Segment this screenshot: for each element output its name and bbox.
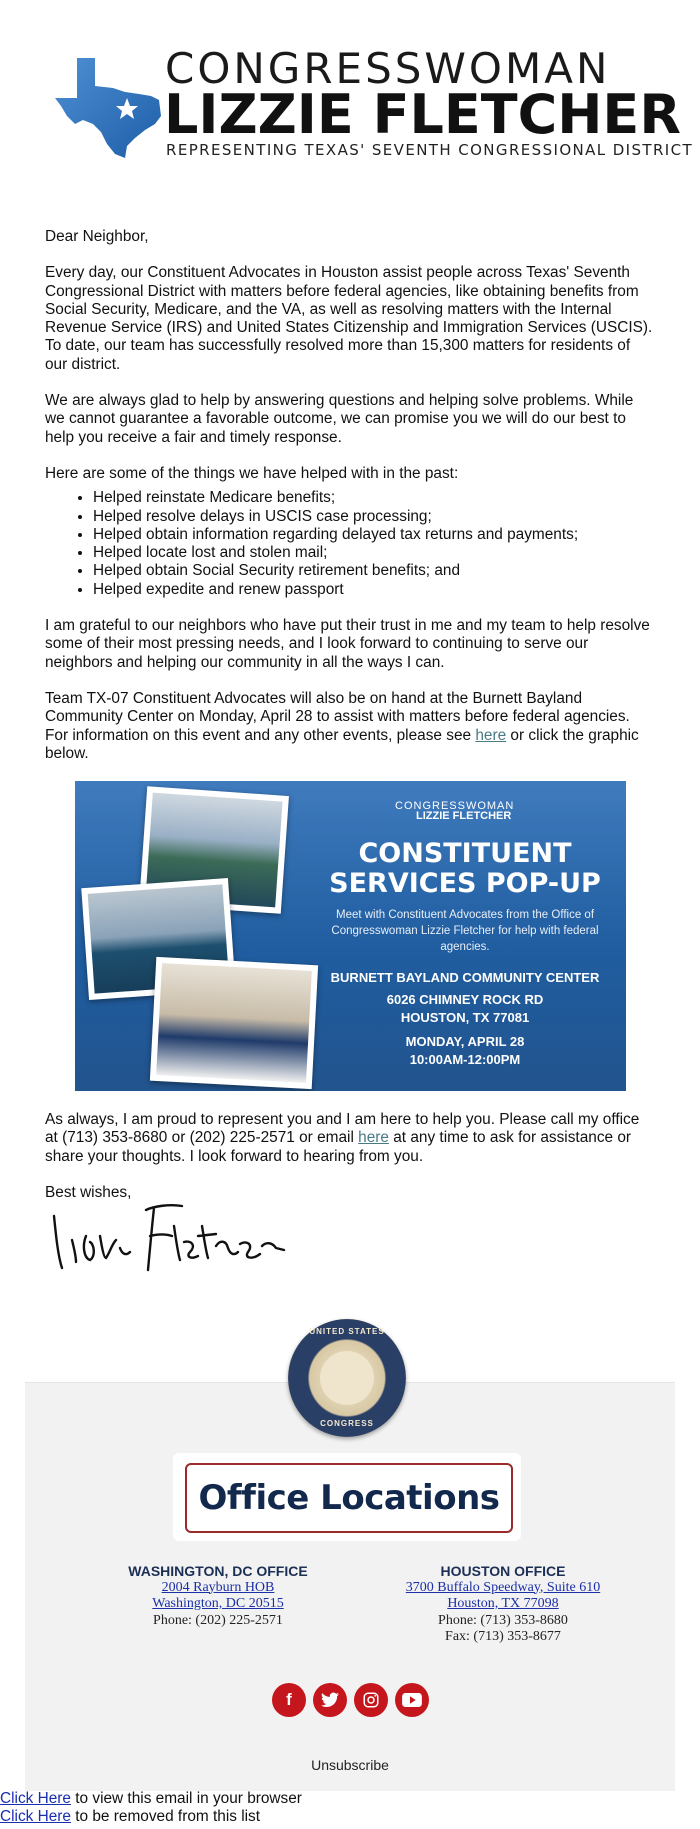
popup-small-title: CONGRESSWOMAN [395,800,515,813]
events-here-link[interactable]: here [475,726,507,744]
dc-phone: Phone: (202) 225-2571 [153,1612,283,1628]
dc-office-name: WASHINGTON, DC OFFICE [128,1563,308,1579]
dc-address-line2[interactable]: Washington, DC 20515 [152,1596,284,1611]
congress-seal-icon [288,1319,406,1437]
logo-subtitle: REPRESENTING TEXAS' SEVENTH CONGRESSIONAL DISTRICT [166,141,694,159]
popup-small-name: LIZZIE FLETCHER [416,810,512,823]
paragraph-6-text-end: at any time to ask for assistance or share your thoughts. I look forward to hearing from you. [45,1129,632,1165]
paragraph-4: I am grateful to our neighbors who have put their trust in me and my team to help resolve some of their most pressing needs, and I look forward to continuing to serve our neighbors and helping our community in all the ways I can. [45,617,650,671]
greeting: Dear Neighbor, [45,228,149,245]
popup-description: Meet with Constituent Advocates from the Office of Congresswoman Lizzie Fletcher for help with federal agencies. [331,909,599,954]
view-in-browser-line [0,1790,302,1808]
houston-address-line2[interactable]: Houston, TX 77098 [447,1596,559,1611]
paragraph-5-text: Team TX-07 Constituent Advocates will also be on hand at the Burnett Bayland Community Center on Monday, April 28 to assist with matters before federal agencies. For information on this event and any other events, please see [45,689,630,744]
popup-address-line1: 6026 CHIMNEY ROCK RD [386,992,544,1008]
letter-body [45,228,655,1220]
list-item: • Helped obtain Social Security retirement benefits; and [93,562,655,580]
seal-top-text: UNITED STATES [309,1327,385,1336]
twitter-icon[interactable] [313,1683,347,1717]
paragraph-5-text-end: or click the graphic below. [45,726,639,762]
logo-title-line1: CONGRESSWOMAN [165,44,611,93]
list-item: • Helped reinstate Medicare benefits; [93,489,655,507]
footer [25,1327,675,1791]
signature [50,1196,290,1281]
facebook-icon[interactable]: f [272,1683,306,1717]
list-item: • Helped locate lost and stolen mail; [93,544,655,562]
view-in-browser-link[interactable]: Click Here [0,1790,71,1807]
popup-title [315,839,615,899]
office-locations-title: Office Locations [198,1478,500,1518]
view-in-browser-text: to view this email in your browser [70,1790,302,1807]
eagle-icon [320,1351,374,1405]
houston-phone: Phone: (713) 353-8680 [438,1612,568,1628]
popup-address-line2: HOUSTON, TX 77081 [400,1010,530,1026]
bottom-links [0,1790,302,1826]
paragraph-1: Every day, our Constituent Advocates in Houston assist people across Texas' Seventh Congressional District with matters before federal agencies, like obtaining benefits from Social Security, Medicare, and the VA, as well as resolving matters with the Internal Revenue Service (IRS) and United States Citizenship and Immigration Services (USCIS). To date, our team has successfully resolved more than 15,300 matters for residents of our district. [45,264,653,373]
popup-title-line1: CONSTITUENT [358,838,572,870]
popup-date [315,1033,615,1069]
texas-map-icon [55,58,165,158]
event-photo-3 [150,957,318,1089]
houston-office-name: HOUSTON OFFICE [440,1563,566,1579]
paragraph-2: We are always glad to help by answering questions and helping solve problems. While we cannot guarantee a favorable outcome, we can promise you we will do our best to help you receive a fair and timely response. [45,392,634,446]
logo-title-line2: LIZZIE FLETCHER [164,83,681,146]
paragraph-6-text: As always, I am proud to represent you and I am here to help you. Please call my office at (713) 353-8680 or (202) 225-2571 or email [45,1111,640,1147]
twitter-bird-icon [321,1692,339,1708]
popup-event-graphic[interactable] [75,781,626,1091]
remove-from-list-text: to be removed from this list [70,1808,261,1825]
houston-office [368,1563,638,1646]
remove-from-list-line [0,1808,302,1826]
houston-fax: Fax: (713) 353-8677 [445,1629,561,1644]
popup-title-line2: SERVICES POP-UP [329,868,601,900]
youtube-icon[interactable] [395,1683,429,1717]
seal-bottom-text: CONGRESS [320,1419,374,1428]
email-here-link[interactable]: here [358,1129,389,1147]
remove-from-list-link[interactable]: Click Here [0,1808,71,1825]
help-list [45,489,655,599]
paragraph-3: Here are some of the things we have helped with in the past: [45,464,459,482]
dc-address-line1[interactable]: 2004 Rayburn HOB [161,1579,275,1595]
popup-date-line1: MONDAY, APRIL 28 [405,1034,525,1050]
social-links [272,1683,429,1717]
instagram-icon[interactable] [354,1683,388,1717]
list-item: • Helped expedite and renew passport [93,581,655,599]
popup-date-line2: 10:00AM-12:00PM [409,1052,521,1068]
paragraph-6 [45,1111,655,1166]
popup-venue: BURNETT BAYLAND COMMUNITY CENTER [330,970,600,986]
header-logo [0,0,700,180]
list-item: • Helped obtain information regarding delayed tax returns and payments; [93,526,655,544]
youtube-glyph-icon [402,1693,422,1707]
unsubscribe-link[interactable]: Unsubscribe [311,1757,389,1773]
houston-address-line1[interactable]: 3700 Buffalo Speedway, Suite 610 [405,1579,601,1595]
closing: Best wishes, [45,1184,132,1202]
popup-address [315,991,615,1027]
paragraph-5 [45,690,655,763]
list-item: • Helped resolve delays in USCIS case processing; [93,508,655,526]
office-locations-banner [173,1453,521,1541]
dc-office [83,1563,353,1629]
instagram-glyph-icon [362,1691,380,1709]
signature-icon [50,1196,290,1276]
